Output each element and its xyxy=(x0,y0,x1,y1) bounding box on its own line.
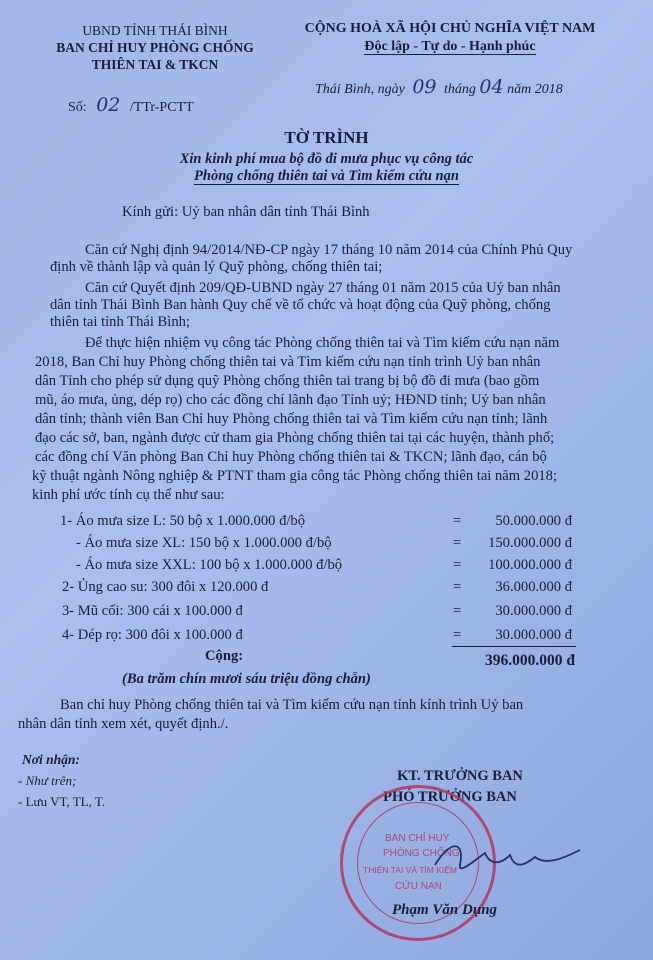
paragraph-3-line-4: mũ, áo mưa, ủng, dép rọ) cho các đồng chí lãnh đạo Tỉnh uỷ; HĐND tỉnh; Uỷ ban nhân xyxy=(35,392,546,408)
org-line1: UBND TỈNH THÁI BÌNH xyxy=(82,23,228,38)
paragraph-2-line-2: dân tỉnh Thái Bình Ban hành Quy chế về tổ chức và hoạt động của Quỹ phòng, chống xyxy=(50,297,551,313)
cost-item-amount: 100.000.000 đ xyxy=(488,557,572,573)
paragraph-3-line-7: các đồng chí Văn phòng Ban Chỉ huy Phòng chống thiên tai & TKCN; lãnh đạo, cán bộ xyxy=(35,449,547,465)
paragraph-3-line-6: đạo các sở, ban, ngành được cử tham gia Phòng chống thiên tai tại các huyện, thành phố; xyxy=(35,430,555,446)
cost-item-eq: = xyxy=(453,579,462,595)
cost-item-label: 1- Áo mưa size L: 50 bộ x 1.000.000 đ/bộ xyxy=(60,513,306,529)
recipient-line: Kính gửi: Uỷ ban nhân dân tỉnh Thái Bình xyxy=(122,204,370,220)
cost-item-label: 3- Mũ cối: 300 cái x 100.000 đ xyxy=(62,603,243,619)
date-year: năm 2018 xyxy=(507,82,563,97)
cost-item-amount: 30.000.000 đ xyxy=(495,627,572,643)
paragraph-3-line-3: dân Tỉnh cho phép sử dụng quỹ Phòng chống thiên tai trang bị bộ đồ đi mưa (bao gồm xyxy=(35,373,540,389)
date-month: 04 xyxy=(479,76,504,98)
paragraph-3-line-5: dân tỉnh; thành viên Ban Chỉ huy Phòng chống thiên tai và Tìm kiếm cứu nạn tỉnh; lãnh xyxy=(35,411,548,427)
stamp-text: PHÒNG CHỐNG xyxy=(383,848,460,859)
document-title: TỜ TRÌNH xyxy=(284,128,369,147)
signer-name: Phạm Văn Dụng xyxy=(392,902,498,918)
recipients-item: - Như trên; xyxy=(18,773,77,788)
closing-line-1: Ban chỉ huy Phòng chống thiên tai và Tìm kiếm cứu nạn tỉnh kính trình Uỷ ban xyxy=(60,697,524,713)
doc-number-value: 02 xyxy=(96,94,121,116)
total-in-words: (Ba trăm chín mươi sáu triệu đồng chẵn) xyxy=(122,671,371,687)
cost-item-amount: 30.000.000 đ xyxy=(495,603,572,619)
paragraph-3-line-2: 2018, Ban Chỉ huy Phòng chống thiên tai và Tìm kiếm cứu nạn tỉnh trình Uỷ ban nhân xyxy=(35,354,541,370)
date-place: Thái Bình, ngày xyxy=(315,82,405,97)
date-day: 09 xyxy=(412,76,437,98)
cost-item-eq: = xyxy=(453,535,462,551)
stamp-text: THIÊN TAI VÀ TÌM KIẾM xyxy=(363,865,457,875)
org-line3: THIÊN TAI & TKCN xyxy=(91,57,219,72)
document-subtitle: Xin kinh phí mua bộ đồ đi mưa phục vụ công tác xyxy=(179,151,474,167)
document-subtitle-2 xyxy=(0,168,653,185)
paragraph-2-line-1: Căn cứ Quyết định 209/QĐ-UBND ngày 27 tháng 01 năm 2015 của Uỷ ban nhân xyxy=(85,280,561,296)
doc-number xyxy=(68,94,194,116)
country-motto xyxy=(290,39,610,55)
cost-item-label: 4- Dép rọ: 300 đôi x 100.000 đ xyxy=(62,627,243,643)
country-motto-text: Độc lập - Tự do - Hạnh phúc xyxy=(364,39,536,54)
cost-item-amount: 50.000.000 đ xyxy=(495,513,572,529)
cost-item-eq: = xyxy=(453,627,462,643)
handwritten-signature xyxy=(430,835,590,885)
cost-item-label: - Áo mưa size XL: 150 bộ x 1.000.000 đ/bộ xyxy=(76,535,332,551)
sum-divider xyxy=(452,646,576,647)
total-label: Cộng: xyxy=(205,648,244,664)
doc-number-suffix: /TTr-PCTT xyxy=(129,100,194,115)
date-month-label: tháng xyxy=(444,82,476,97)
paragraph-1-line-2: định về thành lập và quản lý Quỹ phòng, chống thiên tai; xyxy=(50,259,383,275)
paragraph-2-line-3: thiên tai tỉnh Thái Bình; xyxy=(50,314,190,330)
country-title: CỘNG HOÀ XÃ HỘI CHỦ NGHĨA VIỆT NAM xyxy=(304,21,596,36)
stamp-text: BAN CHỈ HUY xyxy=(385,833,450,844)
signature-title-1: KT. TRƯỞNG BAN xyxy=(397,768,523,784)
cost-item-eq: = xyxy=(453,557,462,573)
paragraph-1-line-1: Căn cứ Nghị định 94/2014/NĐ-CP ngày 17 tháng 10 năm 2014 của Chính Phủ Quy xyxy=(85,242,573,258)
recipients-item: - Lưu VT, TL, T. xyxy=(18,794,106,809)
org-line2: BAN CHỈ HUY PHÒNG CHỐNG xyxy=(56,40,254,55)
doc-number-label: Số: xyxy=(68,100,87,115)
cost-item-eq: = xyxy=(453,603,462,619)
paragraph-3-line-1: Để thực hiện nhiệm vụ công tác Phòng chống thiên tai và Tìm kiếm cứu nạn năm xyxy=(85,335,560,351)
paragraph-3-line-9: kinh phí ước tính cụ thể như sau: xyxy=(32,487,225,503)
document-subtitle-2-text: Phòng chống thiên tai và Tìm kiếm cứu nạn xyxy=(194,168,459,184)
recipients-title: Nơi nhận: xyxy=(22,752,80,767)
cost-item-label: 2- Ủng cao su: 300 đôi x 120.000 đ xyxy=(62,579,269,595)
total-amount: 396.000.000 đ xyxy=(485,652,575,669)
cost-item-amount: 150.000.000 đ xyxy=(488,535,572,551)
date-line xyxy=(315,76,563,98)
signature-title-2: PHÓ TRƯỞNG BAN xyxy=(383,789,517,805)
paragraph-3-line-8: kỹ thuật ngành Nông nghiệp & PTNT tham gia công tác Phòng chống thiên tai năm 2018; xyxy=(32,468,558,484)
closing-line-2: nhân dân tỉnh xem xét, quyết định./. xyxy=(18,716,229,732)
cost-item-amount: 36.000.000 đ xyxy=(495,579,572,595)
cost-item-label: - Áo mưa size XXL: 100 bộ x 1.000.000 đ/bộ xyxy=(76,557,343,573)
cost-item-eq: = xyxy=(453,513,462,529)
stamp-text: CỨU NẠN xyxy=(395,881,442,892)
